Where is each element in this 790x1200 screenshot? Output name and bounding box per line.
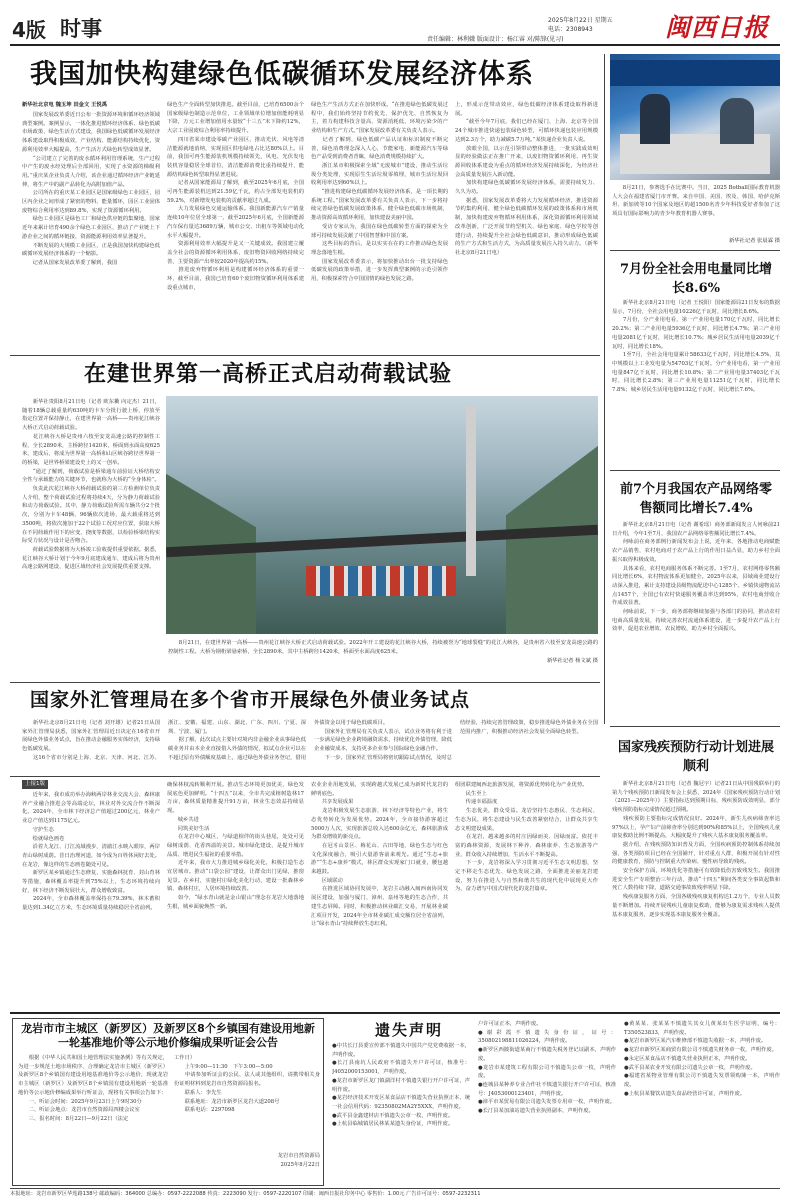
section-rule-3 [10, 776, 600, 777]
agri-top-rule [610, 470, 780, 471]
lower-col-4: 组团联建闽西北旅游发展，将资源优势转化为产业优势。 民生至上 传递幸福温度 生态优美，群众受益。龙岩坚持生态惠民、生态利民、生态为民，将生态建设与民生改善紧密结合，让群众共享生态文明建设成果。 在龙岩，越来越多的村庄因绿而美、因绿而富。依托丰富的森林资源，发展林下种养、森林康养、生态旅游等产业，群众收入持续增加，生活水平不断提高。 下一步，龙岩将深入学习贯彻习近平生态文明思想，坚定不移走生态优先、绿色发展之路，全面推进美丽龙岩建设，努力在推进人与自然和谐共生的现代化中展现更大作为，奋力谱写中国式现代化的龙岩篇章。 [455, 782, 598, 893]
issue-phone: 电话：2308943 [548, 26, 593, 33]
section-rule-2 [10, 682, 600, 683]
top-headline: 我国加快构建绿色低碳循环发展经济体系 [30, 59, 534, 90]
issue-date: 2025年8月22日 星期五 [548, 17, 613, 24]
elec-body: 新华社北京8月21日电（记者 王悦阳）国家能源局21日发布的数据显示，7月份，全社会用电量10226亿千瓦时，同比增长8.6%。 7月份，分产业用电看，第一产业用电量170亿千瓦时，同比增长20.2%；第二产业用电量5936亿千瓦时，同比增长4.7%；第三产业用电量2081亿千瓦时，同比增长10.7%；城乡居民生活用电量2039亿千瓦时，同比增长18%。 1至7月，全社会用电量累计58633亿千瓦时，同比增长4.5%，其中规模以上工业发电量为54703亿千瓦时。分产业用电看，第一产业用电量847亿千瓦时，同比增长10.8%；第二产业用电量37403亿千瓦时，同比增长2.8%；第三产业用电量11251亿千瓦时，同比增长7.8%；城乡居民生活用电量9132亿千瓦时，同比增长7.6%。 [612, 300, 780, 394]
top-col-2: 绿色生产全面转型加快推进。截至目前，已培育6500余个国家级绿色制造示范单位，工业领域单位增加值能耗明显下降，万元工业增加值用水量较“十三五”末下降约12%，大宗工业固废综合利用率持续提升。 四川省某市建设零碳产业园区，推动光伏、风电等清洁能源就地消纳，实现园区供电绿电占比达80%以上。目前，我国可再生能源装机规模持续领先，风电、光伏发电装机容量稳居全球首位，清洁能源消费比重持续提升，能源结构绿色转型取得显著进展。 记者从国家能源局了解到，截至2025年6月底，全国可再生能源装机达到21.59亿千瓦，约占全部发电装机的59.2%，对新增发电装机的贡献率超过九成。 大力发展绿色交通运输体系。我国新能源汽车产销量连续10年位居全球第一，截至2025年6月底，全国新能源汽车保有量达3689万辆，城市公交、出租车等领域电动化水平大幅提升。 资源利用效率大幅提升是又一关键成效。我国建立覆盖全社会的资源循环利用体系，废旧物资回收网络持续完善，主要资源产出率较2020年提高约15%。 推进废弃物循环利用是构建循环经济体系的重要一环，截至目前，我国已培育60个废旧物资循环利用体系建设重点城市， [167, 102, 304, 291]
lost-col-3: ●黄某某、张某某不慎遗失其女儿黄某出生医学证明，编号：T350523833，声明作废。 ●龙岩市新罗区某汽车维修部不慎遗失收据一本，声明作废。 ●龙岩市新罗区某商贸有限公司不慎遗失财务章一枚，声明作废。 ●永定区某食品店不慎遗失营业执照正本，声明作废。 ●武平县某农业开发有限公司遗失公章一枚，声明作废。 ●福建省某物业管理有限公司不慎遗失发票领购簿一本，声明作废。 ●上杭县某餐饮店遗失食品经营许可证，声明作废。 [624, 1021, 780, 1097]
elec-headline: 7月份全社会用电量同比增长8.6% [619, 262, 773, 296]
top-col-4: 上，形成示范带动效应，绿色低碳经济体系建设取得新进展。 “截至今年7月底，我们已经在厦门、上海、北京等全国24个城市推进快递包装绿色转型，可循环快递包装应用规模达到2.3万个，助力减碳5.7万吨。”某快递企业负责人说。 放眼全国，以示范引领带动整体推进，一批实践成效明显的经验做法正在推广开来，以废旧物资循环利用、再生资源回收体系建设为重点的循环经济发展持续深化，为经济社会高质量发展注入新动能。 加快构建绿色低碳循环发展经济体系，需要持续发力、久久为功。 据悉，国家发展改革委将大力发展循环经济，推进资源节约集约利用，健全绿色低碳循环发展的政策体系和市场机制，加快构建废弃物循环利用体系，深化资源循环利用领域改革创新，广泛开展节约型机关、绿色家庭、绿色学校等创建行动，持续提升全社会绿色低碳意识，推动形成绿色低碳的生产方式和生活方式，为高质量发展注入持久动力。（新华社北京8月21日电） [455, 102, 598, 256]
notice-col-1: 根据《中华人民共和国土地管理法实施条例》等有关规定，为进一步规范土地市场秩序，合理确定龙岩市主城区（新罗区）及新罗区8个乡镇国有建设用地基准地价等公示地价，现就龙岩市主城区（新罗区）及新罗区8个乡镇国有建设用地新一轮基准地价等公示地价修编成果举行听证会，现将有关事项公告如下： 一、听证会时间：2025年9月23日上午9时30分 二、听证会地点：龙岩市自然资源局四楼会议室 三、报名时间：8月22日—9月22日（法定 [18, 1055, 168, 1122]
bridge-tower [466, 406, 476, 576]
paper-logo: 闽西日报 [665, 13, 770, 42]
disability-headline: 国家残疾预防行动计划进展顺利 [617, 740, 774, 774]
photo-banner [610, 60, 780, 86]
bridge-photo-credit: 新华社记者 杨文斌 摄 [546, 658, 598, 664]
masthead [0, 0, 790, 48]
top-byline: 新华社北京电 魏玉坤 田金文 王悦禹 [22, 102, 107, 108]
page-number: 4版 [12, 18, 46, 42]
robot-photo-caption: 8月21日，参赛选手在比赛中。当日，2025 Botball国际教育机器人大会在福建省厦门市开赛。来自中国、美国、埃及、韩国、哈萨克斯坦、新加坡等10个国家及地区的超1500名青少年科技爱好者参加了这项具有国际影响力的青少年教育机器人赛事。 [612, 185, 780, 218]
top-col-3: 绿色生产生活方式正在加快形成。“在推进绿色低碳发展过程中，我们始终坚持节约优先、保护优先、自然恢复为主，着力构建科技含量高、资源消耗低、环境污染少的产业结构和生产方式。”国家发展改革委有关负责人表示。 记者了解到，绿色低碳产品认证和标识制度不断完善，绿色消费理念深入人心，节能家电、新能源汽车等绿色产品受到消费者青睐，绿色消费规模持续扩大。 浙江某市积极探索全域“无废城市”建设，推动生活垃圾分类处理，实现原生生活垃圾零填埋，城市生活垃圾回收利用率达到60%以上。 “推进构建绿色低碳循环发展经济体系，是一项长期的系统工程。”国家发展改革委有关负责人表示，下一步将持续完善绿色低碳发展政策体系，健全绿色低碳市场机制，推动资源高效循环利用，加快建设美丽中国。 受访专家认为，我国在绿色低碳转型方面的探索为全球可持续发展贡献了中国智慧和中国方案。 这些目标的背后，是以实实在在的工作推动绿色发展理念落地生根。 国家发展改革委表示，将加快推动出台一批支持绿色低碳发展的政策举措，进一步发挥典型案例的示范引领作用，积极探索符合中国国情的绿色发展之路。 [311, 102, 448, 283]
lost-title: 遗失声明 [375, 1021, 444, 1039]
robot-photo [610, 54, 780, 180]
vertical-rule [604, 54, 605, 724]
bottom-rule [10, 1012, 780, 1014]
photo-person-2 [720, 98, 754, 144]
lower-col-2: 确保林权流转顺利开展。推动生态环境更加优美，绿色发展底色更加鲜明。“十四五”以来，全市共完成植树造林17万亩，森林质量精准提升91万亩，林业生态效益持续显现。 城乡共进 同筑美好生活 在龙岩中心城区，与绿道相伴的街头巷尾，处处可见绿树成荫、花香四溢的美景。城市绿化建设，是提升城市品质、增进民生福祉的重要举措。 近年来，我市大力推进城乡绿化美化，积极打造生态宜居城市。推动“口袋公园”建设，让群众出门见绿，推窗见景。在乡村，实施村庄绿化美化行动，建设一批森林乡镇、森林村庄，人居环境持续改善。 如今，“绿水青山就是金山银山”理念在龙岩大地落地生根，城乡面貌焕然一新。 [167, 782, 304, 910]
bridge-trucks [306, 566, 456, 596]
bridge-photo-caption: 8月21日，在建世界第一高桥——贵州花江峡谷大桥正式启动荷载试验。2022年开工建设的花江峡谷大桥，持续被誉为“地球裂缝”的花江大峡谷，是贵州省六枝至安龙高速公路的控制性工程。大桥为钢桁梁悬索桥，全长2890米，其中主桥跨径1420米，桥面至水面高度625米。 [168, 640, 598, 655]
lost-col-2: 户许可证正本，声明作废。 ●谢彩霞不慎遗失身份证，证号：350802198811026224，声明作废。 ●新罗区西陂街道某商行不慎遗失税务登记证副本，声明作废。 ●龙岩市某建筑工程有限公司不慎遗失公章一枚，声明作废。 ●连城县某种养专业合作社不慎遗失银行开户许可证，核准号：J4053000123401，声明作废。 ●漳平市某贸易有限公司遗失发票专用章一枚，声明作废。 ●长汀县某加油站遗失营业执照副本，声明作废。 [478, 1021, 616, 1115]
forex-body: 新华社北京8月21日电（记者 刘开雄）记者21日从国家外汇管理局获悉，国家外汇管理局近日决定在16省市开展绿色外债业务试点，旨在推动金融服务实体经济，支持绿色低碳发展。 这16个省市分别是上海、北京、天津、河北、江苏、浙江、安徽、福建、山东、湖北、广东、四川、宁夏、深圳、宁波、厦门。 据了解，此次试点主要针对境内非金融企业从事绿色低碳业务并由本企业直接借入外债的情况，拟试点企业可以在不超过原有外债额度基础上，通过绿色外债业务登记，借用外债资金以用于绿色低碳项目。 国家外汇管理局有关负责人表示，试点业务将有利于进一步满足绿色企业跨境融资需求，持续优化外债管理，降低企业融资成本，支持更多企业参与国际绿色金融合作。 下一步，国家外汇管理局将密切跟踪试点情况，及时总结经验，持续完善管理政策，稳步推进绿色外债业务在全国范围内推广，积极推动经济社会发展全面绿色转型。 [22, 720, 598, 761]
photo-person-1 [640, 94, 670, 144]
forex-headline: 国家外汇管理局在多个省市开展绿色外债业务试点 [30, 689, 471, 711]
footer-rule [10, 1188, 780, 1189]
section-title: 时事 [60, 17, 102, 41]
lower-col-3: 农业企业用地发展，实现跨越式发展已成为新时代龙岩的鲜明底色。 共享发展成果 龙岩积极发展生态旅游、林下经济等特色产业，将生态优势转化为发展优势。2024年，全市接待游客超过5000万人次，实现旅游总收入达600余亿元，森林旅游成为群众增收的新亮点。 在冠豸山景区、梅花山、古田等地，绿色生态与红色文化深度融合，吸引大量游客前来观光。通过“生态+旅游”“生态+康养”模式，林区群众实现家门口就业，腰包越来越鼓。 区域联动 在推进区域协同发展中，龙岩主动融入闽西南协同发展区建设，加强与厦门、漳州、泉州等地的生态合作，共建生态屏障。同时，积极推动林业碳汇交易，开展林业碳汇项目开发，2024年全市林业碳汇成交额位居全省前列，让“绿水青山”持续释放生态红利。 [311, 782, 448, 928]
notice-col-2: 工作日） 上午9:00—11:30 下午3:00—5:00 申请参加听证会的公民、法人或其他组织，请携带相关身份证明材料到龙岩市自然资源局报名。 联系人：李先生 联系地址：龙岩市新罗区龙岩大道208号 联系电话：2297098 [174, 1055, 320, 1114]
agri-body: 新华社北京8月21日电（记者 谢希瑶）商务部新闻发言人何咏前21日介绍，今年1至7月，我国农产品网络零售额同比增长7.4%。 何咏前在商务部例行新闻发布会上说，近年来，各地推动电商赋能农产品销售，农村电商对于农产品上行的作用日益凸显，助力乡村全面振兴取得积极成效。 具体来看，农村电商服务体系不断完善。1至7月，农村网络零售额同比增长6%，农村物流体系更加健全。2025年以来，县域商业建设行动深入推进，累计支持建设县级物流配送中心1285个、乡镇快递物流站点1457个，全国已有农村快递服务覆盖率达到95%，农村电商营收合作成效显著。 何咏前说，下一步，商务部将继续加强与各部门的协同，推动农村电商高质量发展，持续完善农村流通体系建设，进一步提升农产品上行效率，促进农业增效、农民增收，助力乡村全面振兴。 [612, 522, 780, 633]
top-col-1: 国家发展改革委近日公布一批资源环境和循环经济领域典型案例。案例显示，一体化推进循环经济体系、绿色低碳市场政策、绿色生活方式建设，我国绿色低碳循环发展经济体系建设取得积极成效，产业结构、能源结构持续优化，资源利用效率大幅提高，生产生活方式绿色转型成效显著。 “公司建立了完善的废水循环利用管理系统，生产过程中产生的废水经处理后全部回用，实现了水资源的梯级利用。”重庆某企业负责人介绍，该企业通过循环经济产业链延伸，将生产中的副产品转化为高附加值产品。 公司所在的重庆某工业园区是国家级绿色工业园区，园区内企业之间形成了紧密的物料、能量循环，园区工业固体废物综合利用率达到89.8%，实现了资源循环利用。 绿色工业园区是绿色工厂和绿色供应链的集聚地，国家近年来累计培育490余个绿色工业园区，推动了产业链上下游企业之间的循环链接，资源能源利用效率显著提升。 不断发展的大规模工业园区，正是我国加快构建绿色低碳循环发展经济体系的一个缩影。 记者从国家发展改革委了解到，我国 [22, 112, 160, 266]
continued-label: 上接1版 [22, 780, 48, 789]
lower-col-1: 近年来，我市成功举办海峡两岸林业交流大会、森林康养产业融合推进会等高端论坛，林业对外交流合作不断深化。2024年，全市林下经济总产值超过200亿元，林业产业总产值达到1175亿元。 守护生态 绘就绿色画卷 沿着九龙江、汀江流域漫步，清澈江水映入眼帘，两岸青山绿树成荫。昔日治理河道，如今成为百姓休闲好去处。在龙岩，像这样的生态画卷随处可见。 新罗区某乡镇通过生态修复，实施森林抚育、封山育林等措施，森林覆盖率提升到75%以上，生态环境持续向好，林下经济不断发展壮大，群众增收致富。 2024年，全市森林覆盖率保持在79.39%，林木蓄积量达到1.34亿立方米，生态环境质量持续稳居全省前列。 [22, 792, 160, 912]
editors-line: 责任编辑：林利娥 版面设计：杨江睿 对/陈锋(见习) [427, 36, 564, 43]
bridge-body: 新华社贵阳8月21日电（记者 欧东衢 向定杰）21日，随着18辆总载重量约630吨的卡车分批行驶上桥，停放至指定位置并保持静止，在建世界第一高桥——贵州花江峡谷大桥正式启动荷载试验。 花江峡谷大桥是贵州六枝至安龙高速公路的控制性工程，全长2890米，主桥跨径1420米，桥面到水面高度625米，建成后，将成为世界第一高桥和山区峡谷跨径世界第一的桥梁，是世界桥梁建设史上的又一创举。 “通过了解到，荷载试验是桥梁通车前验证大桥结构安全性与承载能力的关键环节，也就称为大桥的“全身体检”。 负责此次花江峡谷大桥荷载试验的第三方检测单位负责人介绍，整个荷载试验过程将持续4天，分为静力荷载试验和动力荷载试验。其中，静力荷载试验所需车辆共分2个批次，分别为卡车48辆、96辆依次进场，最大载重将达到3500吨，将依次施加于22个试验工况对应位置，获取大桥在不同荷载作用下的应变、挠度等数据，以检验桥梁结构实际受力状况与设计是否吻合。 荷载试验数据将为大桥竣工验收提供重要依据。据悉，花江峡谷大桥计划于今年9月底建成通车，建成后将为贵州高速公路网建设、促进区域经济社会发展提供重要支撑。 [22, 399, 160, 571]
bridge-photo [166, 396, 598, 634]
section-rule-1 [10, 355, 600, 356]
robot-photo-credit: 新华社记者 张晨霖 摄 [728, 238, 780, 244]
bridge-headline: 在建世界第一高桥正式启动荷载试验 [84, 362, 453, 387]
disability-top-rule [610, 726, 780, 727]
footer-info: 本报地址：龙岩市新罗区华莲路138号 邮政编码：364000 总编办：0597-2222088 传真：2223090 发行：0597-2220107 印刷：闽西日报社印务中心 零售价：1.00元 广告许可证号：0597-2232311 [10, 1191, 481, 1197]
notice-signature: 龙岩市自然资源局 2025年8月22日 [277, 1153, 320, 1168]
lost-col-1: ●中共长汀县委宣传部不慎遗失中国共产党党费收据一本，声明作废。 ●长汀县南坑人民政府不慎遗失开户许可证，核准号：J4052000153001，声明作废。 ●龙岩市新罗区龙门镇湖洋村不慎遗失银行开户许可证，声明作废。 ●龙岩经济技术开发区某食品店不慎遗失营业执照正本，统一社会信用代码：92350802MA2Y5XXX，声明作废。 ●武平县金鑫建材店不慎遗失公章一枚，声明作废。 ●上杭县临城镇居民林某某遗失身份证，声明作废。 [332, 1043, 470, 1128]
agri-headline: 前7个月我国农产品网络零售额同比增长7.4% [619, 482, 773, 516]
disability-body: 新华社北京8月21日电（记者 魏冠宇）记者21日从中国残联举行的第九个残疾预防日新闻发布会上获悉，2024年《国家残疾预防行动计划（2021—2025年）》主要指标达到预期目标，残疾预防成效明显，部分残疾预防指标完成情况超过预期。 残疾预防主要指标完成情况良好。2024年，新生儿疾病筛查率达97%以上，孕产妇产前筛查率分别达到90%和85%以上，全国残疾儿童康复救助比例不断提高，大幅度提升了残疾人基本康复服务覆盖率。 据介绍，在残疾预防知识普及方面，全国疾病预防控制体系持续加强，各类预防项目已经在全国铺开，针对重点人群，积极开展有针对性的健康教育，预防与控制重大传染病、慢性病导致的残疾。 安全保护方面，环境优化等措施可有效降低伤害致残发生。我国推进安全生产专项整治三年行动，推动“十四五”期间各类安全事故起数和死亡人数持续下降，道路交通事故致残率明显下降。 残疾康复服务方面，全国各级残疾康复机构达1.2万个，专业人员数量不断增加。持续开展残疾儿童康复救助，能够为康复需求残疾人提供基本康复服务，逐步实现基本康复服务全覆盖。 [612, 781, 780, 918]
notice-headline: 龙岩市市主城区（新罗区）及新罗区8个乡镇国有建设用地新一轮基准地价等公示地价修编成果听证会公告 [21, 1022, 315, 1049]
masthead-rule [10, 44, 780, 46]
elec-top-rule [610, 250, 780, 251]
